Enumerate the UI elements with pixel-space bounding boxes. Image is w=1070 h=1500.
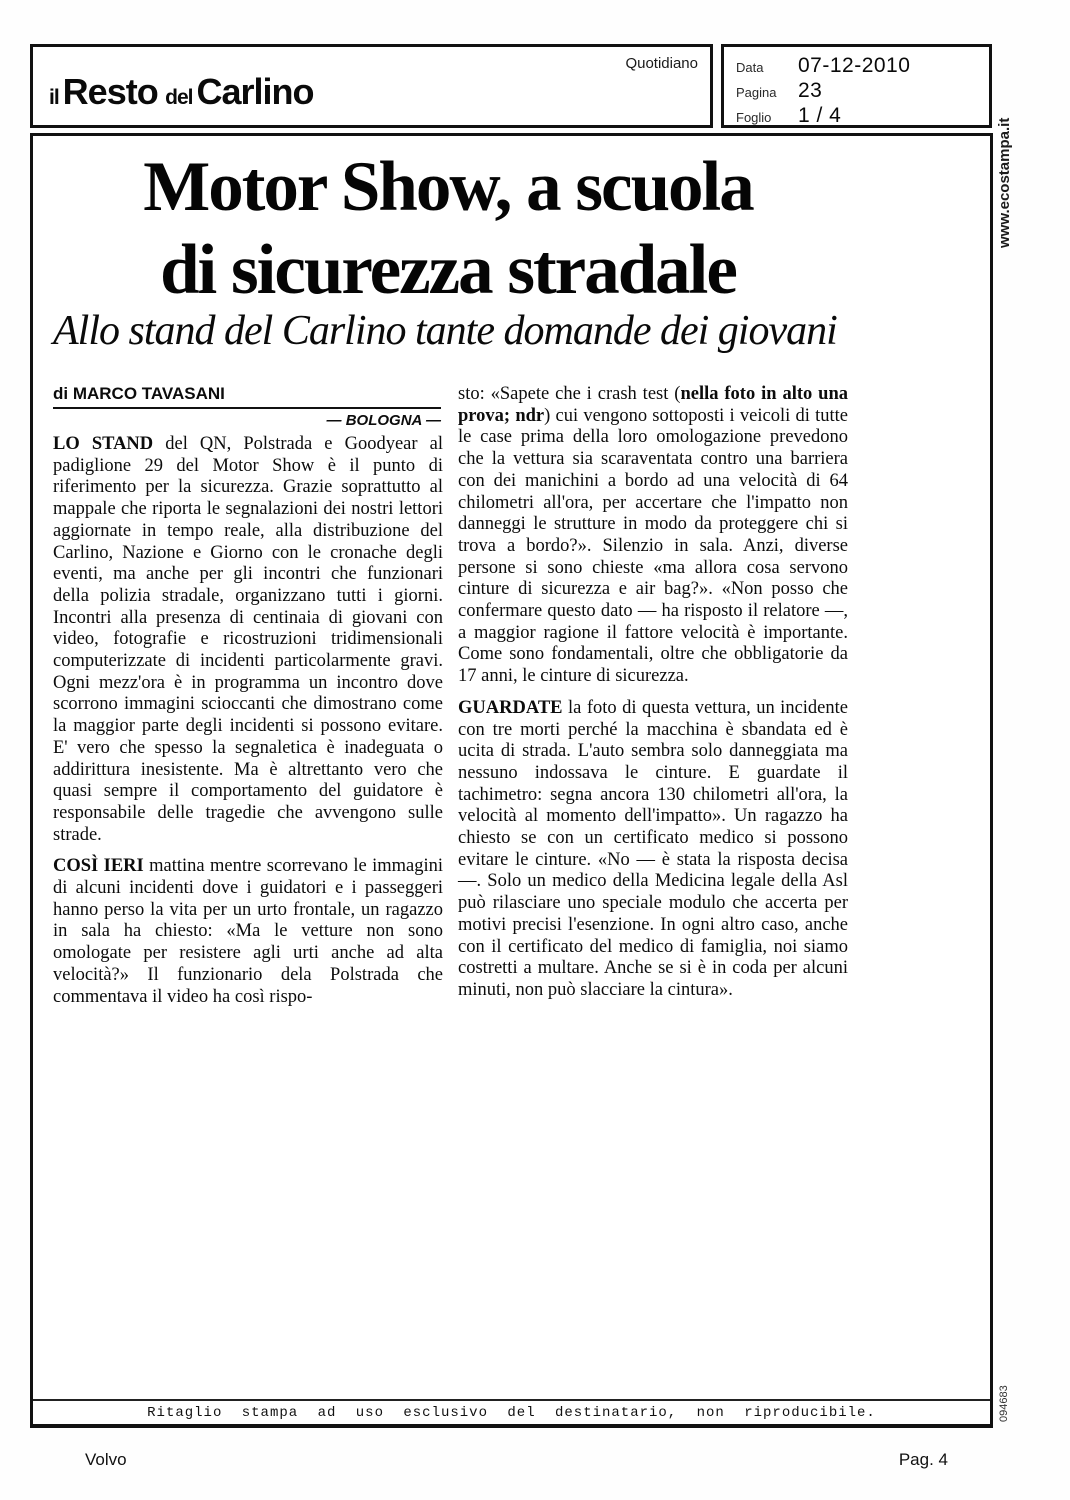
meta-row-data: [736, 54, 979, 79]
article-clip-box: [30, 133, 993, 1428]
data-label: Data: [736, 60, 764, 75]
masthead-logo: [49, 71, 318, 113]
article-title-line1: Motor Show, a scuola: [143, 148, 753, 226]
masthead-word-carlino: Carlino: [196, 71, 314, 112]
pagina-value: 23: [798, 79, 823, 102]
text-segment: sto: «Sapete che i crash test (: [458, 384, 681, 404]
article-column-2: [458, 384, 848, 1012]
paragraph: [458, 698, 848, 1002]
footer-client-label: Volvo: [85, 1450, 127, 1469]
quotidiano-label: Quotidiano: [625, 55, 698, 72]
bold-text-segment: nella foto in alto una prova; ndr: [458, 384, 848, 426]
article-title: [53, 146, 843, 312]
byline: di MARCO TAVASANI: [53, 384, 441, 409]
meta-box: [721, 44, 992, 128]
dateline: — BOLOGNA —: [326, 412, 441, 429]
masthead-word-il: il: [49, 86, 59, 109]
data-value: 07-12-2010: [798, 54, 911, 77]
byline-block: [53, 384, 441, 429]
text-segment: del QN, Polstrada e Goodyear al padiglione 29 del Motor Show è il punto di riferimento per la sicurezza. Grazie soprattutto al mappale che riporta le segnalazioni dei nostri lettori aggiornate in tempo reale, alla distribuzione del Carlino, Nazione e Giorno con le cronache degli eventi, ma anche per gli incontri che funzionari della polizia stradale, organizzano tutti i giorni. Incontri alla presenza di centinaia di giovani con video, fotografie e ricostruzioni tridimensionali computerizzate di incidenti particolarmente gravi. Ogni mezz'ora è in programma un incontro dove scorrono immagini scioccanti che dimostrano come la maggior parte degli incidenti si possono evitare. E' vero che spesso la segnaletica è inadeguata o addirittura inesistente. Ma è altrettanto vero che quasi sempre il comportamento del guidatore è responsabile delle tragedie che avvengono sulle strade.: [53, 434, 443, 845]
text-segment: la foto di questa vettura, un incidente con tre morti perché la macchina è sbandata ed è ucita di strada. L'auto sembra solo danneggiata ma nessuno indossava le cinture. E guardate il tachimetro: segna ancora 130 chilometri all'ora, la velocità al momento dell'impatto». Un ragazzo ha chiesto se con un certificato medico si possono evitare le cinture. «No — è stata la risposta decisa —. Solo un medico della Medicina legale della Asl può rilasciare uno speciale modulo che accerta per motivi precisi l'esenzione. In ogni altro caso, anche con il certificato del medico di famiglia, noi siamo costretti a multare. Anche se si è in coda per alcuni minuti, non può slacciare la cintura».: [458, 697, 848, 1000]
masthead-word-resto: Resto: [62, 71, 158, 112]
clipping-code-vertical-text: 094683: [998, 1385, 1010, 1422]
footer-page-label: Pag. 4: [898, 1450, 948, 1469]
pagina-label: Pagina: [736, 85, 777, 100]
paragraph: [458, 384, 848, 688]
ecostampa-site-vertical-text: www.ecostampa.it: [996, 117, 1013, 248]
text-segment: ) cui vengono sottoposti i veicoli di tutte le case prima della loro omologazione prevedono che la vettura sia scaraventata contro una barriera con dei manichini a bordo ad una velocità di 64 chilometri all'ora, per accertare che l'impatto non danneggi le strutture in modo da proteggere chi si trova a bordo?». Silenzio in sala. Anzi, diverse persone si sono chieste «ma allora cosa servono cinture di sicurezza e air bag?». «Non posso che confermare questo dato — ha risposto il relatore —, a maggior ragione il fattore velocità è importante. Come sono fondamentali, oltre che obbligatorie da 17 anni, le cinture di sicurezza.: [458, 405, 848, 687]
paragraph: [53, 434, 443, 846]
masthead-word-del: del: [165, 86, 193, 109]
bold-text-segment: GUARDATE: [458, 697, 563, 718]
paragraph: [53, 856, 443, 1008]
foglio-value: 1 / 4: [798, 104, 842, 127]
article-title-line2: di sicurezza stradale: [160, 231, 736, 309]
meta-row-pagina: [736, 79, 979, 104]
bold-text-segment: COSÌ IERI: [53, 856, 144, 877]
foglio-label: Foglio: [736, 110, 772, 125]
article-subtitle: Allo stand del Carlino tante domande dei giovani: [53, 308, 837, 354]
meta-row-foglio: [736, 104, 979, 129]
ritaglio-strip: Ritaglio stampa ad uso esclusivo del destinatario, non riproducibile.: [33, 1399, 990, 1424]
text-segment: mattina mentre scorrevano le immagini di alcuni incidenti dove i guidatori e i passeggeri hanno perso la vita per un urto frontale, un ragazzo in sala ha chiesto: «Ma le vetture non sono omologate per resistere agli urti anche ad alta velocità?» Il funzionario dela Polstrada che commentava il video ha così rispo-: [53, 856, 444, 1007]
masthead-box: [30, 44, 713, 128]
article-column-1: [53, 434, 443, 1018]
bold-text-segment: LO STAND: [53, 434, 154, 454]
